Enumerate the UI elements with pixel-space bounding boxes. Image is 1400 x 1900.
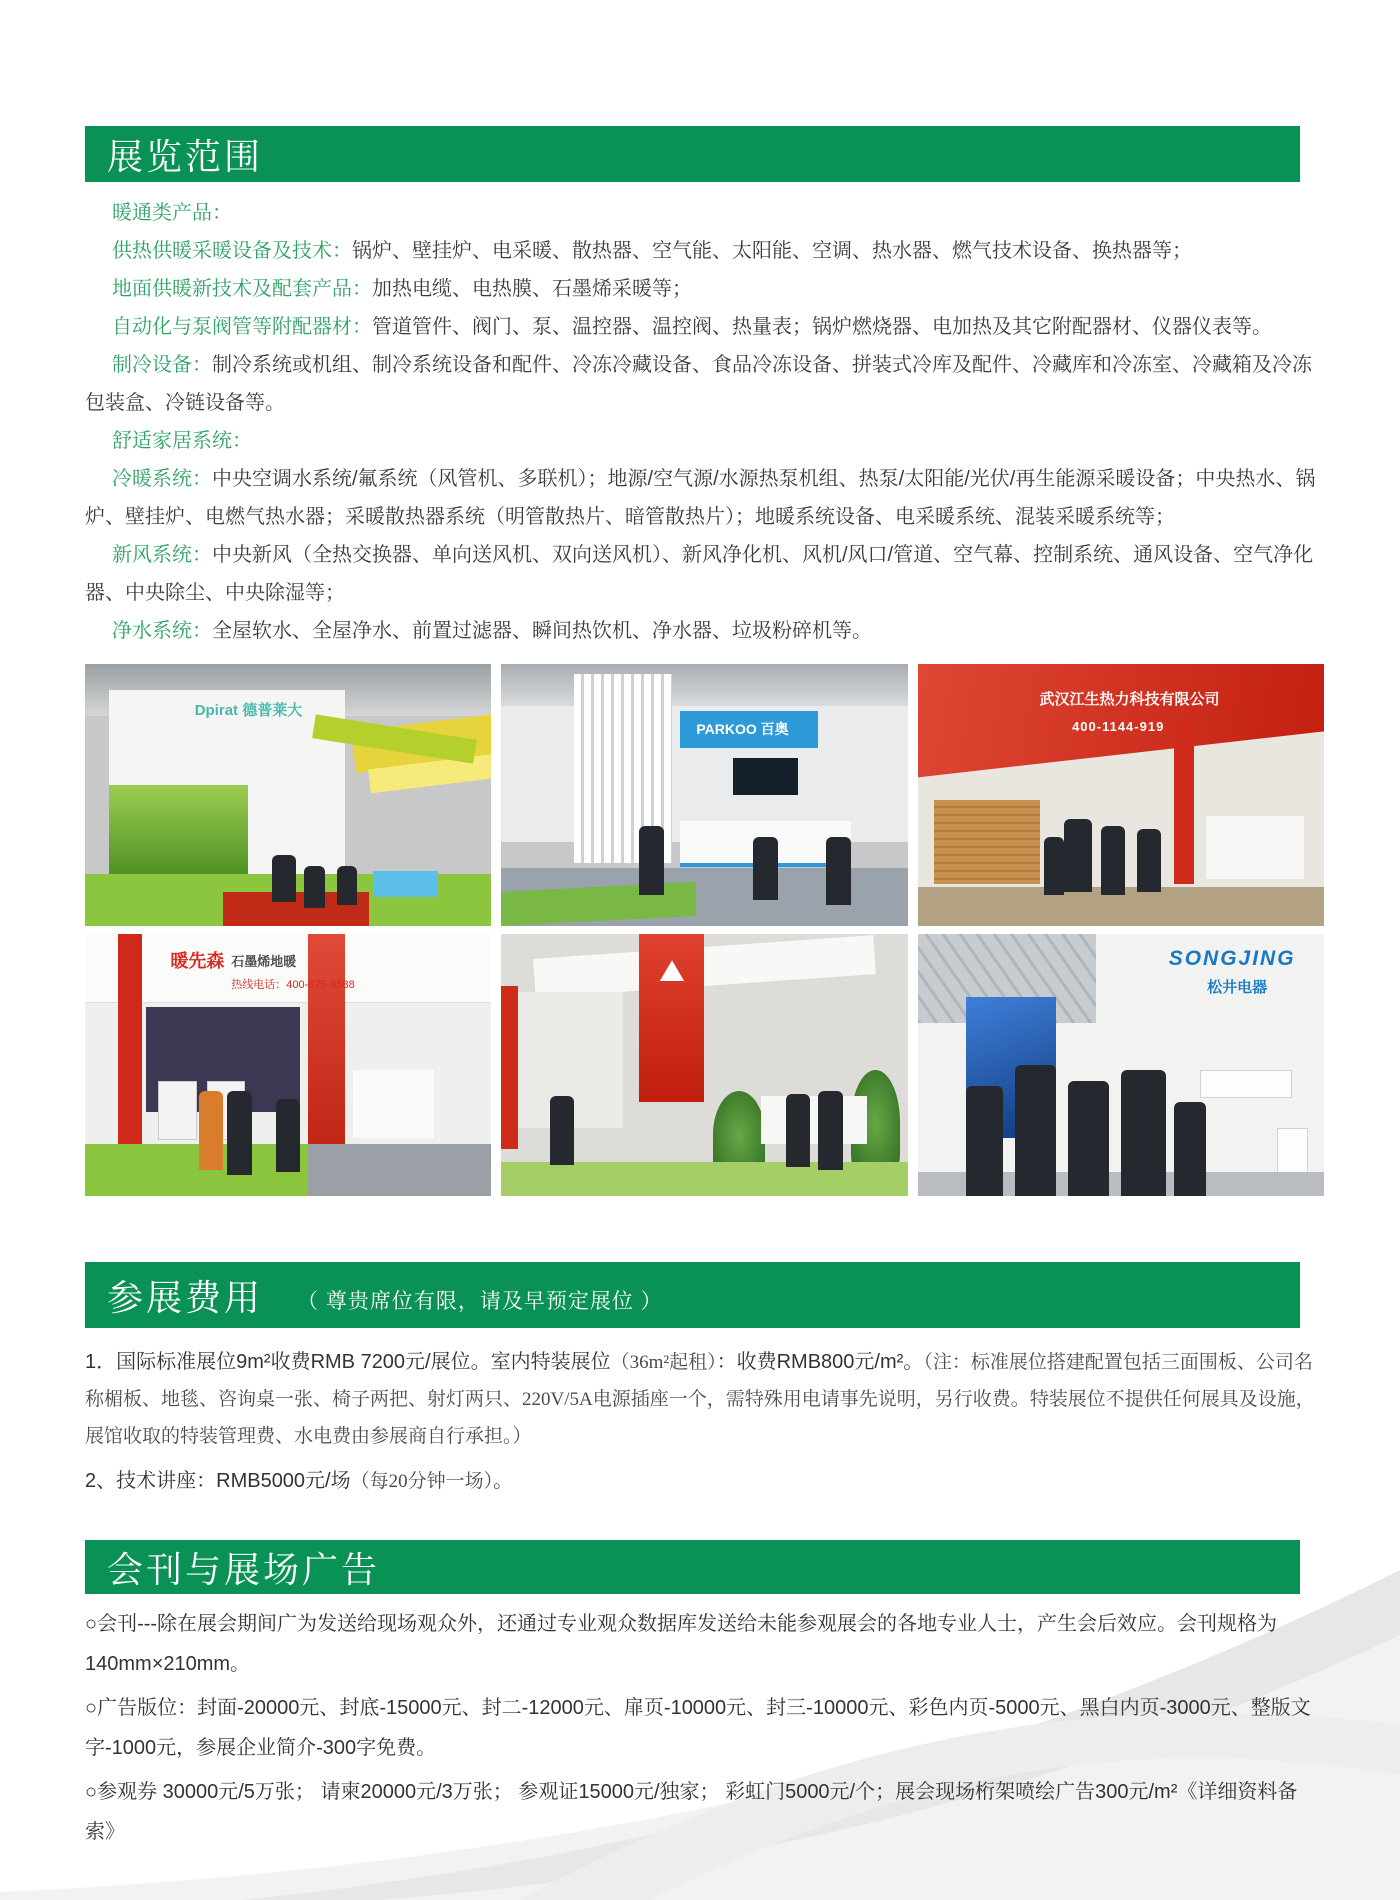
- booth-hotline-text: 热线电话：400-675-9588: [231, 978, 355, 991]
- section-header-scope: [85, 126, 1300, 182]
- fees-item-1-note-a: （36m²起租）: [610, 1352, 717, 1373]
- fees-item-2-main: 2、技术讲座：RMB5000元/场: [85, 1470, 351, 1492]
- person-silhouette: [786, 1094, 810, 1167]
- person-silhouette: [337, 866, 357, 905]
- red-side-band: [501, 986, 517, 1148]
- ads-item: ○会刊---除在展会期间广为发送给现场观众外，还通过专业观众数据库发送给未能参观展会的各地专业人士，产生会后效应。会刊规格为140mm×210mm。: [85, 1613, 1278, 1675]
- booth-floor-green: [85, 1144, 308, 1196]
- scope-item-text: 管道管件、阀门、泵、温控器、温控阀、热量表；锅炉燃烧器、电加热及其它附配器材、仪器仪表等。: [372, 316, 1272, 338]
- booth-sub-text: 石墨烯地暖: [231, 954, 297, 970]
- person-silhouette: [753, 837, 777, 900]
- scope-item: [85, 536, 1317, 612]
- fees-item-1-main-a: 1．国际标准展位9m²收费RMB 7200元/展位。室内特装展位: [85, 1351, 611, 1373]
- person-silhouette: [818, 1091, 842, 1170]
- person-silhouette: [966, 1086, 1003, 1196]
- scope-item: [85, 270, 1317, 308]
- white-counter: [353, 1070, 434, 1138]
- section-header-ads: [85, 1540, 1300, 1594]
- person-silhouette: [227, 1091, 251, 1175]
- section-subtitle: （ 尊贵席位有限，请及早预定展位 ）: [297, 1290, 663, 1313]
- booth-floor-gray: [308, 1144, 491, 1196]
- scope-item-label: 自动化与泵阀管等附配器材：: [112, 316, 372, 338]
- person-silhouette: [1015, 1065, 1056, 1196]
- photo-booth-songjing: [918, 934, 1324, 1196]
- white-counter: [1206, 816, 1304, 879]
- booth-brand-text: SONGJING: [1168, 947, 1296, 971]
- person-silhouette: [1121, 1070, 1166, 1196]
- person-silhouette: [199, 1091, 223, 1170]
- ads-item: ○广告版位：封面-20000元、封底-15000元、封二-12000元、扉页-10000元、封三-10000元、彩色内页-5000元、黑白内页-3000元、整版文字-1000元，参展企业简介-300字免费。: [85, 1697, 1311, 1759]
- booth-sub-text: 松井电器: [1207, 978, 1268, 996]
- booth-brand-text: 暖先森: [170, 951, 225, 972]
- fees-item-2-tail: 。: [493, 1470, 514, 1492]
- scope-item: [85, 232, 1317, 270]
- scope-item-text: 加热电缆、电热膜、石墨烯采暖等；: [372, 278, 692, 300]
- floor-standing-unit: [1277, 1128, 1307, 1177]
- scope-item-label: 净水系统：: [112, 620, 212, 642]
- fees-item-2-note: （每20分钟一场）: [350, 1471, 494, 1492]
- booth-brand-text: PARKOO 百奥: [696, 721, 789, 738]
- scope-item-label: 新风系统：: [112, 544, 212, 566]
- section-title: 展览范围: [107, 135, 264, 177]
- scope-item: [85, 422, 1317, 460]
- fees-item-1-main-b: ：收费RMB800元/m²。: [716, 1351, 924, 1373]
- person-silhouette: [1044, 837, 1064, 895]
- fees-text-block: [85, 1344, 1317, 1508]
- booth-hotline-text: 400-1144-919: [1072, 719, 1165, 735]
- ads-text-block: [85, 1604, 1317, 1856]
- scope-text-block: [85, 194, 1317, 650]
- person-silhouette: [1137, 829, 1161, 892]
- scope-item-label: 冷暖系统：: [112, 468, 212, 490]
- photo-booth-dpirat: [85, 664, 491, 926]
- blue-table: [373, 871, 438, 897]
- person-silhouette: [1068, 1081, 1109, 1196]
- scope-item-text: 中央新风（全热交换器、单向送风机、双向送风机）、新风净化机、风机/风口/管道、空气幕、控制系统、通风设备、空气净化器、中央除尘、中央除湿等；: [85, 544, 1314, 604]
- scope-item-label: 舒适家居系统：: [112, 430, 252, 452]
- red-column: [1174, 722, 1194, 884]
- scope-item: [85, 460, 1317, 536]
- photo-booth-jiangsheng: [918, 664, 1324, 926]
- scope-item: [85, 612, 1317, 650]
- person-silhouette: [1064, 819, 1092, 892]
- poster-board: [158, 1081, 197, 1141]
- wooden-sauna-cabin: [934, 800, 1040, 884]
- scope-item: [85, 308, 1317, 346]
- exhibition-photo-grid: [85, 664, 1324, 1196]
- person-silhouette: [272, 855, 296, 902]
- scope-item-text: 锅炉、壁挂炉、电采暖、散热器、空气能、太阳能、空调、热水器、燃气技术设备、换热器等；: [352, 240, 1192, 262]
- fees-item-2: [85, 1463, 1317, 1500]
- scope-item-text: 全屋软水、全屋净水、前置过滤器、瞬间热饮机、净水器、垃圾粉碎机等。: [212, 620, 872, 642]
- red-tower: [639, 934, 704, 1102]
- scope-item: [85, 346, 1317, 422]
- tv-screen: [733, 758, 798, 795]
- fees-item-1: [85, 1344, 1317, 1455]
- person-silhouette: [550, 1096, 574, 1164]
- booth-brand-text: Dpirat 德普莱大: [194, 702, 303, 720]
- scope-item-label: 供热供暖采暖设备及技术：: [112, 240, 352, 262]
- wall-mounted-unit: [1200, 1070, 1291, 1098]
- fees-item-1-note-b: （注：标准展位搭建配置包括三面围板、公司名称楣板、地毯、咨询桌一张、椅子两把、射灯两只、220V/5A电源插座一个，需特殊用电请事先说明，另行收费。特装展位不提供任何展具及设施，展馆收取的特装管理费、水电费由参展商自行承担。）: [85, 1352, 1315, 1447]
- section-title: 参展费用: [107, 1276, 264, 1318]
- scope-item-label: 地面供暖新技术及配套产品：: [112, 278, 372, 300]
- booth-floor: [501, 1162, 907, 1196]
- person-silhouette: [1174, 1102, 1207, 1196]
- person-silhouette: [826, 837, 850, 905]
- booth-brand-text: 武汉江生热力科技有限公司: [1039, 690, 1220, 708]
- hall-ceiling: [501, 664, 907, 706]
- ads-item: ○参观券 30000元/5万张； 请柬20000元/3万张； 参观证15000元/独家； 彩虹门5000元/个；展会现场桁架喷绘广告300元/m²《详细资料备索》: [85, 1781, 1298, 1843]
- photo-booth-parkoo: [501, 664, 907, 926]
- white-counter: [761, 1096, 867, 1143]
- scope-item-text: 中央空调水系统/氟系统（风管机、多联机）；地源/空气源/水源热泵机组、热泵/太阳能/光伏/再生能源采暖设备；中央热水、锅炉、壁挂炉、电燃气热水器；采暖散热器系统（明管散热片、暗管散热片）；地暖系统设备、电采暖系统、混装采暖系统等；: [85, 468, 1316, 528]
- scope-item-label: 制冷设备：: [112, 354, 212, 376]
- section-title: 会刊与展场广告: [107, 1548, 381, 1590]
- person-silhouette: [304, 866, 324, 908]
- person-silhouette: [639, 826, 663, 894]
- scope-item-text: 制冷系统或机组、制冷系统设备和配件、冷冻冷藏设备、食品冷冻设备、拼装式冷库及配件、冷藏库和冷冻室、冷藏箱及冷冻包装盒、冷链设备等。: [85, 354, 1312, 414]
- scope-item-label: 暖通类产品：: [112, 202, 232, 224]
- person-silhouette: [1101, 826, 1125, 894]
- scope-item: [85, 194, 1317, 232]
- section-header-fees: [85, 1262, 1300, 1328]
- photo-booth-red-pavilion: [501, 934, 907, 1196]
- photo-booth-nuanxiansen: [85, 934, 491, 1196]
- grass-wall-graphic: [109, 785, 247, 879]
- person-silhouette: [276, 1099, 300, 1172]
